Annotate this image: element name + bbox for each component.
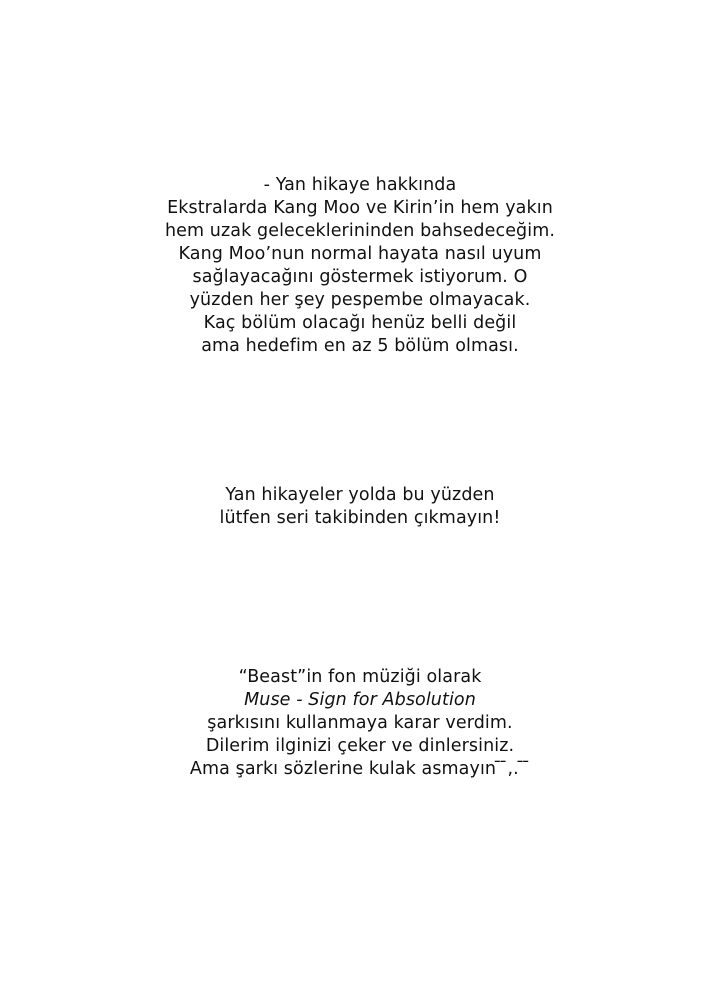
text-line: Ekstralarda Kang Moo ve Kirin’in hem yakın <box>167 198 553 218</box>
text-line: Ama şarkı sözlerine kulak asmayın ̄ ̄,. ̄ ̄ <box>189 759 531 779</box>
text-line: “Beast”in fon müziği olarak <box>238 667 482 687</box>
text-line: sağlayacağını göstermek istiyorum. O <box>192 267 528 287</box>
song-title: Muse - Sign for Absolution <box>244 690 476 710</box>
text-line: lütfen seri takibinden çıkmayın! <box>219 508 501 528</box>
side-story-note <box>0 174 720 358</box>
follow-note <box>0 484 720 530</box>
text-line: hem uzak geleceklerininden bahsedeceğim. <box>164 221 556 241</box>
music-note <box>0 666 720 781</box>
text-line: ama hedefim en az 5 bölüm olması. <box>201 336 519 356</box>
text-line: şarkısını kullanmaya karar verdim. <box>207 713 513 733</box>
text-line: Kang Moo’nun normal hayata nasıl uyum <box>178 244 542 264</box>
text-line: Kaç bölüm olacağı henüz belli değil <box>203 313 517 333</box>
text-line: yüzden her şey pespembe olmayacak. <box>189 290 531 310</box>
text-line: Dilerim ilginizi çeker ve dinlersiniz. <box>205 736 515 756</box>
side-story-heading: - Yan hikaye hakkında <box>263 175 457 195</box>
text-line: Yan hikayeler yolda bu yüzden <box>225 485 495 505</box>
